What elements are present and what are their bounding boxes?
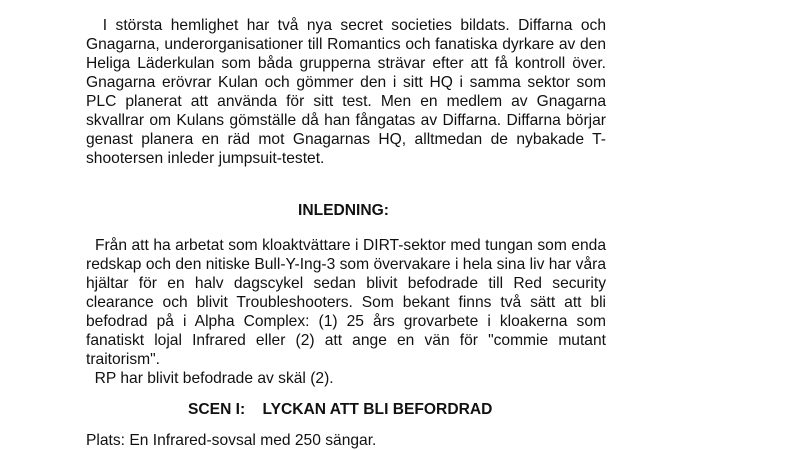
paragraph-line: clearance och blivit Troubleshooters. Som bekant finns två sätt att bli — [86, 294, 606, 311]
paragraph-line: befodrad på i Alpha Complex: (1) 25 års grovarbete i kloakerna som — [86, 313, 606, 330]
paragraph-line: I största hemlighet har två nya secret societies bildats. Diffarna och — [86, 17, 606, 34]
paragraph-line: RP har blivit befodrade av skäl (2). — [86, 370, 334, 387]
scene-heading: SCEN I: LYCKAN ATT BLI BEFORDRAD — [188, 401, 493, 418]
paragraph-line: traitorism". — [86, 351, 160, 368]
section-heading: INLEDNING: — [298, 202, 389, 219]
paragraph-line: Från att ha arbetat som kloaktvättare i DIRT-sektor med tungan som enda — [86, 237, 606, 254]
paragraph-line: Gnagarna erövrar Kulan och gömmer den i sitt HQ i samma sektor som — [86, 74, 606, 91]
paragraph-line: PLC planerat att använda för sitt test. Men en medlem av Gnagarna — [86, 93, 606, 110]
paragraph-line: hjältar för en halv dagscykel sedan blivit befodrade till Red security — [86, 275, 606, 292]
paragraph-line: shootersen inleder jumpsuit-testet. — [86, 150, 325, 167]
paragraph-line: Heliga Läderkulan som båda grupperna strävar efter att få kontroll över. — [86, 55, 606, 72]
paragraph-line: genast planera en räd mot Gnagarnas HQ, alltmedan de nybakade T- — [86, 131, 606, 148]
paragraph-line: fanatiskt lojal Infrared eller (2) att ange en vän för "commie mutant — [86, 332, 606, 349]
paragraph-line: redskap och den nitiske Bull-Y-Ing-3 som övervakare i hela sina liv har våra — [86, 256, 606, 273]
paragraph-line: Gnagarna, underorganisationer till Romantics och fanatiska dyrkare av den — [86, 36, 606, 53]
location-line: Plats: En Infrared-sovsal med 250 sängar. — [86, 432, 377, 449]
paragraph-line: skvallrar om Kulans gömställe då han fångatas av Diffarna. Diffarna börjar — [86, 112, 606, 129]
